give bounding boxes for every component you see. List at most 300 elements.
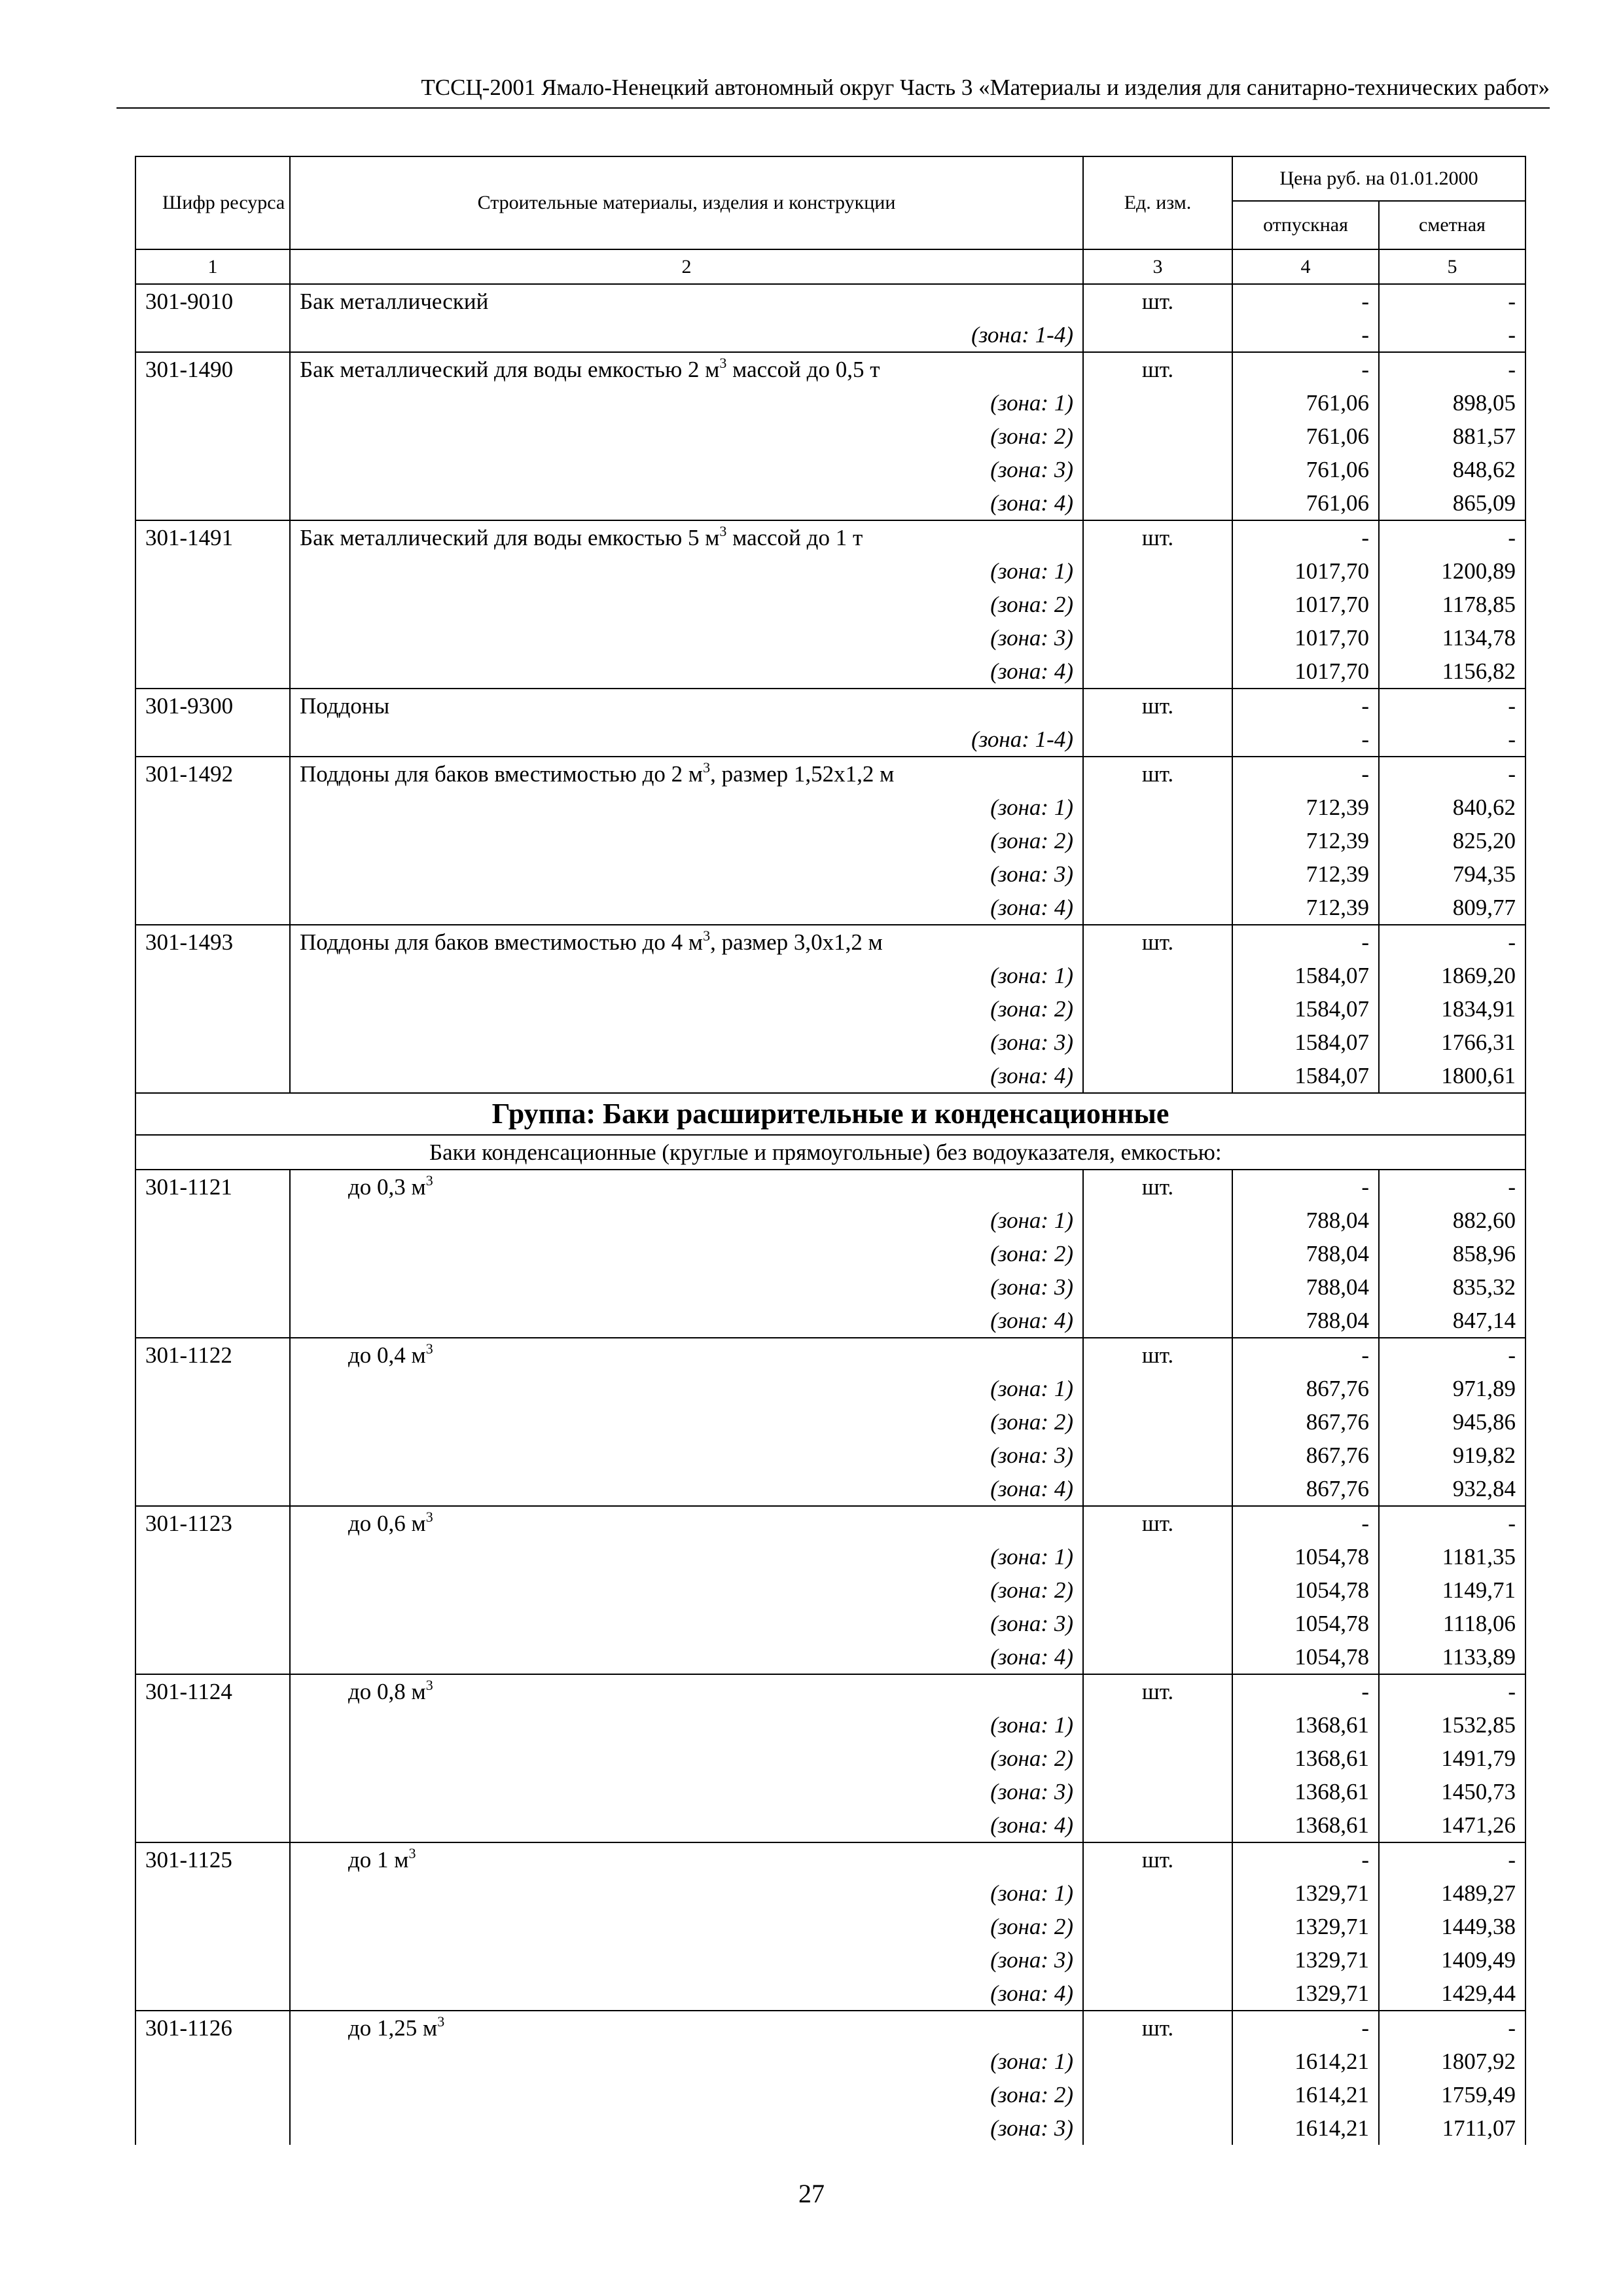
empty-cell — [1083, 420, 1232, 453]
zone-row — [135, 2045, 1525, 2078]
release-price: 1054,78 — [1232, 1573, 1379, 1607]
zone-label: (зона: 1-4) — [971, 726, 1073, 752]
table-row — [135, 757, 1525, 791]
table-row — [135, 1842, 1525, 1876]
zone-row — [135, 1540, 1525, 1573]
unit: шт. — [1083, 1170, 1232, 1204]
zone-label: (зона: 4) — [990, 658, 1073, 684]
release-price: 1584,07 — [1232, 959, 1379, 992]
empty-cell — [135, 1304, 290, 1338]
estimate-price: 1181,35 — [1379, 1540, 1525, 1573]
estimate-price: 1800,61 — [1379, 1059, 1525, 1093]
zone-cell — [290, 554, 1083, 588]
resource-name-text: до 0,4 м — [348, 1342, 426, 1368]
empty-cell — [1083, 1059, 1232, 1093]
empty-cell — [135, 1640, 290, 1674]
empty-cell — [135, 1742, 290, 1775]
release-price: 1614,21 — [1232, 2045, 1379, 2078]
empty-cell — [135, 386, 290, 420]
unit: шт. — [1083, 1338, 1232, 1372]
estimate-price: 1450,73 — [1379, 1775, 1525, 1808]
subgroup-row — [135, 1135, 1525, 1170]
estimate-price: 1491,79 — [1379, 1742, 1525, 1775]
col-header-name: Строительные материалы, изделия и конструкции — [290, 156, 1083, 249]
estimate-price: 919,82 — [1379, 1439, 1525, 1472]
release-price: 788,04 — [1232, 1270, 1379, 1304]
zone-row — [135, 655, 1525, 689]
estimate-price: 945,86 — [1379, 1405, 1525, 1439]
empty-cell — [135, 1775, 290, 1808]
empty-cell — [1083, 1026, 1232, 1059]
zone-cell — [290, 1026, 1083, 1059]
release-price: 1368,61 — [1232, 1708, 1379, 1742]
zone-label: (зона: 3) — [990, 1610, 1073, 1636]
release-price: 761,06 — [1232, 386, 1379, 420]
estimate-price: 1869,20 — [1379, 959, 1525, 992]
zone-row — [135, 1910, 1525, 1943]
zone-cell — [290, 486, 1083, 520]
table-row — [135, 925, 1525, 959]
zone-cell — [290, 891, 1083, 925]
resource-name-text: Бак металлический для воды емкостью 2 м — [300, 356, 720, 382]
release-price: - — [1232, 723, 1379, 757]
zone-row — [135, 1808, 1525, 1842]
zone-label: (зона: 3) — [990, 456, 1073, 482]
empty-cell — [135, 1876, 290, 1910]
resource-name — [290, 1170, 1083, 1204]
release-price: 867,76 — [1232, 1439, 1379, 1472]
estimate-price: 898,05 — [1379, 386, 1525, 420]
estimate-price: 1759,49 — [1379, 2078, 1525, 2111]
resource-name-text: Поддоны для баков вместимостью до 2 м — [300, 761, 704, 787]
zone-label: (зона: 2) — [990, 1408, 1073, 1435]
empty-cell — [1083, 1943, 1232, 1977]
zone-cell — [290, 1742, 1083, 1775]
release-price: 1368,61 — [1232, 1742, 1379, 1775]
estimate-price: 1134,78 — [1379, 621, 1525, 655]
zone-cell — [290, 386, 1083, 420]
col-header-price: Цена руб. на 01.01.2000 — [1232, 156, 1525, 201]
zone-row — [135, 588, 1525, 621]
release-price: 788,04 — [1232, 1304, 1379, 1338]
zone-label: (зона: 3) — [990, 1946, 1073, 1973]
col-header-estimate: сметная — [1379, 201, 1525, 249]
unit: шт. — [1083, 352, 1232, 386]
zone-cell — [290, 588, 1083, 621]
resource-name — [290, 352, 1083, 386]
release-price: 1329,71 — [1232, 1910, 1379, 1943]
resource-name — [290, 520, 1083, 554]
table-row — [135, 2011, 1525, 2045]
resource-name-tail: массой до 1 т — [726, 524, 863, 550]
empty-cell — [135, 1472, 290, 1506]
estimate-price: 835,32 — [1379, 1270, 1525, 1304]
zone-label: (зона: 1) — [990, 1712, 1073, 1738]
resource-code: 301-1125 — [135, 1842, 290, 1876]
empty-cell — [135, 2111, 290, 2145]
table-row — [135, 1674, 1525, 1708]
zone-row — [135, 1439, 1525, 1472]
release-price: - — [1232, 2011, 1379, 2045]
resource-code: 301-1123 — [135, 1506, 290, 1540]
empty-cell — [135, 621, 290, 655]
zone-label: (зона: 1) — [990, 1880, 1073, 1906]
zone-cell — [290, 1439, 1083, 1472]
unit-superscript: 3 — [425, 1508, 433, 1525]
zone-cell — [290, 655, 1083, 689]
release-price: 712,39 — [1232, 891, 1379, 925]
empty-cell — [135, 1237, 290, 1270]
unit: шт. — [1083, 1674, 1232, 1708]
unit-superscript: 3 — [425, 1172, 433, 1189]
unit: шт. — [1083, 757, 1232, 791]
release-price: - — [1232, 318, 1379, 352]
zone-row — [135, 1059, 1525, 1093]
unit: шт. — [1083, 2011, 1232, 2045]
estimate-price: - — [1379, 2011, 1525, 2045]
release-price: - — [1232, 1506, 1379, 1540]
empty-cell — [135, 723, 290, 757]
estimate-price: 932,84 — [1379, 1472, 1525, 1506]
estimate-price: 1489,27 — [1379, 1876, 1525, 1910]
empty-cell — [1083, 1439, 1232, 1472]
zone-cell — [290, 1204, 1083, 1237]
resource-name-text: Поддоны для баков вместимостью до 4 м — [300, 929, 704, 955]
zone-cell — [290, 1808, 1083, 1842]
zone-label: (зона: 1) — [990, 2048, 1073, 2074]
empty-cell — [135, 588, 290, 621]
running-header: ТССЦ-2001 Ямало-Ненецкий автономный округ Часть 3 «Материалы и изделия для санитарно-технических работ» — [116, 72, 1550, 109]
zone-row — [135, 791, 1525, 824]
empty-cell — [1083, 959, 1232, 992]
empty-cell — [135, 1439, 290, 1472]
release-price: - — [1232, 1338, 1379, 1372]
col-header-code: Шифр ресурса — [135, 156, 290, 249]
release-price: 1017,70 — [1232, 554, 1379, 588]
empty-cell — [1083, 857, 1232, 891]
empty-cell — [1083, 1204, 1232, 1237]
estimate-price: 1409,49 — [1379, 1943, 1525, 1977]
zone-cell — [290, 621, 1083, 655]
zone-row — [135, 1472, 1525, 1506]
zone-row — [135, 1943, 1525, 1977]
release-price: - — [1232, 520, 1379, 554]
empty-cell — [1083, 1304, 1232, 1338]
estimate-price: 1429,44 — [1379, 1977, 1525, 2011]
zone-row — [135, 857, 1525, 891]
release-price: - — [1232, 757, 1379, 791]
estimate-price: - — [1379, 723, 1525, 757]
empty-cell — [135, 992, 290, 1026]
price-table — [135, 156, 1526, 2145]
release-price: - — [1232, 1170, 1379, 1204]
resource-name-tail: массой до 0,5 т — [726, 356, 880, 382]
release-price: 788,04 — [1232, 1204, 1379, 1237]
estimate-price: 858,96 — [1379, 1237, 1525, 1270]
estimate-price: - — [1379, 757, 1525, 791]
zone-row — [135, 1775, 1525, 1808]
resource-name — [290, 284, 1083, 318]
empty-cell — [1083, 486, 1232, 520]
release-price: 1329,71 — [1232, 1876, 1379, 1910]
zone-label: (зона: 1) — [990, 962, 1073, 988]
empty-cell — [135, 2078, 290, 2111]
estimate-price: 882,60 — [1379, 1204, 1525, 1237]
empty-cell — [135, 1405, 290, 1439]
empty-cell — [1083, 318, 1232, 352]
zone-label: (зона: 4) — [990, 490, 1073, 516]
zone-row — [135, 1405, 1525, 1439]
zone-cell — [290, 992, 1083, 1026]
resource-name — [290, 925, 1083, 959]
release-price: 1054,78 — [1232, 1607, 1379, 1640]
table-row — [135, 689, 1525, 723]
estimate-price: 825,20 — [1379, 824, 1525, 857]
empty-cell — [135, 1573, 290, 1607]
resource-name — [290, 1506, 1083, 1540]
empty-cell — [135, 655, 290, 689]
zone-row — [135, 453, 1525, 486]
zone-row — [135, 824, 1525, 857]
group-title: Группа: Баки расширительные и конденсационные — [135, 1093, 1525, 1135]
zone-cell — [290, 1775, 1083, 1808]
release-price: 1054,78 — [1232, 1540, 1379, 1573]
empty-cell — [1083, 1708, 1232, 1742]
group-row — [135, 1093, 1525, 1135]
zone-label: (зона: 2) — [990, 827, 1073, 853]
unit-superscript: 3 — [425, 1676, 433, 1693]
resource-name — [290, 689, 1083, 723]
resource-code: 301-1121 — [135, 1170, 290, 1204]
release-price: 1054,78 — [1232, 1640, 1379, 1674]
release-price: 712,39 — [1232, 791, 1379, 824]
estimate-price: 847,14 — [1379, 1304, 1525, 1338]
col-header-unit: Ед. изм. — [1083, 156, 1232, 249]
zone-label: (зона: 2) — [990, 2081, 1073, 2108]
zone-cell — [290, 2045, 1083, 2078]
unit: шт. — [1083, 1842, 1232, 1876]
empty-cell — [1083, 588, 1232, 621]
resource-name-text: до 1,25 м — [348, 2015, 438, 2041]
empty-cell — [1083, 1808, 1232, 1842]
zone-row — [135, 1026, 1525, 1059]
unit: шт. — [1083, 925, 1232, 959]
zone-label: (зона: 2) — [990, 1745, 1073, 1771]
estimate-price: - — [1379, 1842, 1525, 1876]
unit-superscript: 3 — [437, 2013, 445, 2030]
empty-cell — [1083, 1910, 1232, 1943]
empty-cell — [135, 1540, 290, 1573]
empty-cell — [1083, 891, 1232, 925]
zone-cell — [290, 1405, 1083, 1439]
zone-cell — [290, 318, 1083, 352]
resource-code: 301-1492 — [135, 757, 290, 791]
release-price: - — [1232, 284, 1379, 318]
table-row — [135, 284, 1525, 318]
empty-cell — [135, 1977, 290, 2011]
col-num-5: 5 — [1379, 249, 1525, 284]
empty-cell — [1083, 655, 1232, 689]
empty-cell — [1083, 791, 1232, 824]
empty-cell — [1083, 386, 1232, 420]
zone-label: (зона: 2) — [990, 423, 1073, 449]
zone-label: (зона: 4) — [990, 1307, 1073, 1333]
zone-row — [135, 1742, 1525, 1775]
empty-cell — [1083, 1405, 1232, 1439]
estimate-price: 1449,38 — [1379, 1910, 1525, 1943]
zone-label: (зона: 4) — [990, 1475, 1073, 1501]
unit: шт. — [1083, 689, 1232, 723]
release-price: 1329,71 — [1232, 1943, 1379, 1977]
resource-name-text: до 0,8 м — [348, 1678, 426, 1704]
unit: шт. — [1083, 284, 1232, 318]
empty-cell — [1083, 723, 1232, 757]
estimate-price: 1149,71 — [1379, 1573, 1525, 1607]
estimate-price: - — [1379, 284, 1525, 318]
zone-cell — [290, 1059, 1083, 1093]
estimate-price: 971,89 — [1379, 1372, 1525, 1405]
resource-name-text: Бак металлический — [300, 288, 489, 314]
estimate-price: - — [1379, 1674, 1525, 1708]
zone-cell — [290, 1472, 1083, 1506]
zone-label: (зона: 4) — [990, 1643, 1073, 1670]
estimate-price: 848,62 — [1379, 453, 1525, 486]
empty-cell — [135, 857, 290, 891]
empty-cell — [135, 486, 290, 520]
table-row — [135, 1506, 1525, 1540]
unit-superscript: 3 — [408, 1844, 416, 1861]
release-price: 1329,71 — [1232, 1977, 1379, 2011]
release-price: 712,39 — [1232, 857, 1379, 891]
release-price: 1368,61 — [1232, 1775, 1379, 1808]
zone-label: (зона: 1-4) — [971, 321, 1073, 348]
resource-name-tail: , размер 1,52х1,2 м — [710, 761, 895, 787]
resource-name-text: до 0,6 м — [348, 1510, 426, 1536]
empty-cell — [135, 791, 290, 824]
unit-superscript: 3 — [703, 927, 711, 944]
unit: шт. — [1083, 520, 1232, 554]
release-price: 1017,70 — [1232, 621, 1379, 655]
zone-label: (зона: 1) — [990, 389, 1073, 416]
zone-label: (зона: 4) — [990, 1062, 1073, 1088]
empty-cell — [135, 824, 290, 857]
estimate-price: 1807,92 — [1379, 2045, 1525, 2078]
estimate-price: - — [1379, 925, 1525, 959]
empty-cell — [1083, 1742, 1232, 1775]
resource-name-text: Поддоны — [300, 692, 390, 719]
empty-cell — [135, 453, 290, 486]
resource-name-text: до 0,3 м — [348, 1174, 426, 1200]
release-price: 1368,61 — [1232, 1808, 1379, 1842]
empty-cell — [135, 1943, 290, 1977]
zone-label: (зона: 2) — [990, 591, 1073, 617]
estimate-price: 881,57 — [1379, 420, 1525, 453]
estimate-price: - — [1379, 520, 1525, 554]
zone-cell — [290, 723, 1083, 757]
empty-cell — [135, 1270, 290, 1304]
release-price: - — [1232, 352, 1379, 386]
zone-row — [135, 1372, 1525, 1405]
resource-name — [290, 757, 1083, 791]
empty-cell — [1083, 2045, 1232, 2078]
zone-row — [135, 1237, 1525, 1270]
zone-row — [135, 1876, 1525, 1910]
estimate-price: 1532,85 — [1379, 1708, 1525, 1742]
zone-row — [135, 1204, 1525, 1237]
table-row — [135, 352, 1525, 386]
empty-cell — [1083, 1540, 1232, 1573]
resource-name-text: до 1 м — [348, 1846, 409, 1873]
estimate-price: 1156,82 — [1379, 655, 1525, 689]
zone-cell — [290, 1372, 1083, 1405]
zone-row — [135, 1977, 1525, 2011]
release-price: 761,06 — [1232, 486, 1379, 520]
release-price: 788,04 — [1232, 1237, 1379, 1270]
zone-label: (зона: 2) — [990, 996, 1073, 1022]
empty-cell — [1083, 621, 1232, 655]
estimate-price: - — [1379, 1506, 1525, 1540]
zone-label: (зона: 2) — [990, 1577, 1073, 1603]
resource-name-text: Бак металлический для воды емкостью 5 м — [300, 524, 720, 550]
zone-row — [135, 2078, 1525, 2111]
zone-cell — [290, 959, 1083, 992]
resource-name — [290, 1842, 1083, 1876]
empty-cell — [1083, 1472, 1232, 1506]
empty-cell — [1083, 1775, 1232, 1808]
empty-cell — [135, 1708, 290, 1742]
release-price: 1017,70 — [1232, 655, 1379, 689]
estimate-price: - — [1379, 1170, 1525, 1204]
zone-cell — [290, 1607, 1083, 1640]
empty-cell — [1083, 824, 1232, 857]
resource-code: 301-1493 — [135, 925, 290, 959]
empty-cell — [135, 2045, 290, 2078]
resource-code: 301-1122 — [135, 1338, 290, 1372]
unit: шт. — [1083, 1506, 1232, 1540]
empty-cell — [135, 1372, 290, 1405]
zone-label: (зона: 4) — [990, 1812, 1073, 1838]
zone-cell — [290, 420, 1083, 453]
zone-label: (зона: 1) — [990, 1543, 1073, 1570]
zone-cell — [290, 2078, 1083, 2111]
col-num-4: 4 — [1232, 249, 1379, 284]
zone-row — [135, 621, 1525, 655]
table-row — [135, 1170, 1525, 1204]
empty-cell — [135, 1059, 290, 1093]
estimate-price: 1711,07 — [1379, 2111, 1525, 2145]
empty-cell — [1083, 1876, 1232, 1910]
empty-cell — [1083, 1573, 1232, 1607]
resource-name — [290, 1674, 1083, 1708]
empty-cell — [135, 891, 290, 925]
zone-row — [135, 1708, 1525, 1742]
empty-cell — [1083, 554, 1232, 588]
release-price: 1614,21 — [1232, 2111, 1379, 2145]
empty-cell — [135, 1026, 290, 1059]
estimate-price: 794,35 — [1379, 857, 1525, 891]
unit-superscript: 3 — [425, 1340, 433, 1357]
empty-cell — [1083, 1237, 1232, 1270]
zone-label: (зона: 4) — [990, 894, 1073, 920]
release-price: - — [1232, 1674, 1379, 1708]
page-number: 27 — [798, 2179, 825, 2208]
empty-cell — [135, 1607, 290, 1640]
estimate-price: 1133,89 — [1379, 1640, 1525, 1674]
zone-row — [135, 992, 1525, 1026]
zone-cell — [290, 1640, 1083, 1674]
zone-cell — [290, 1876, 1083, 1910]
release-price: 1584,07 — [1232, 1026, 1379, 1059]
